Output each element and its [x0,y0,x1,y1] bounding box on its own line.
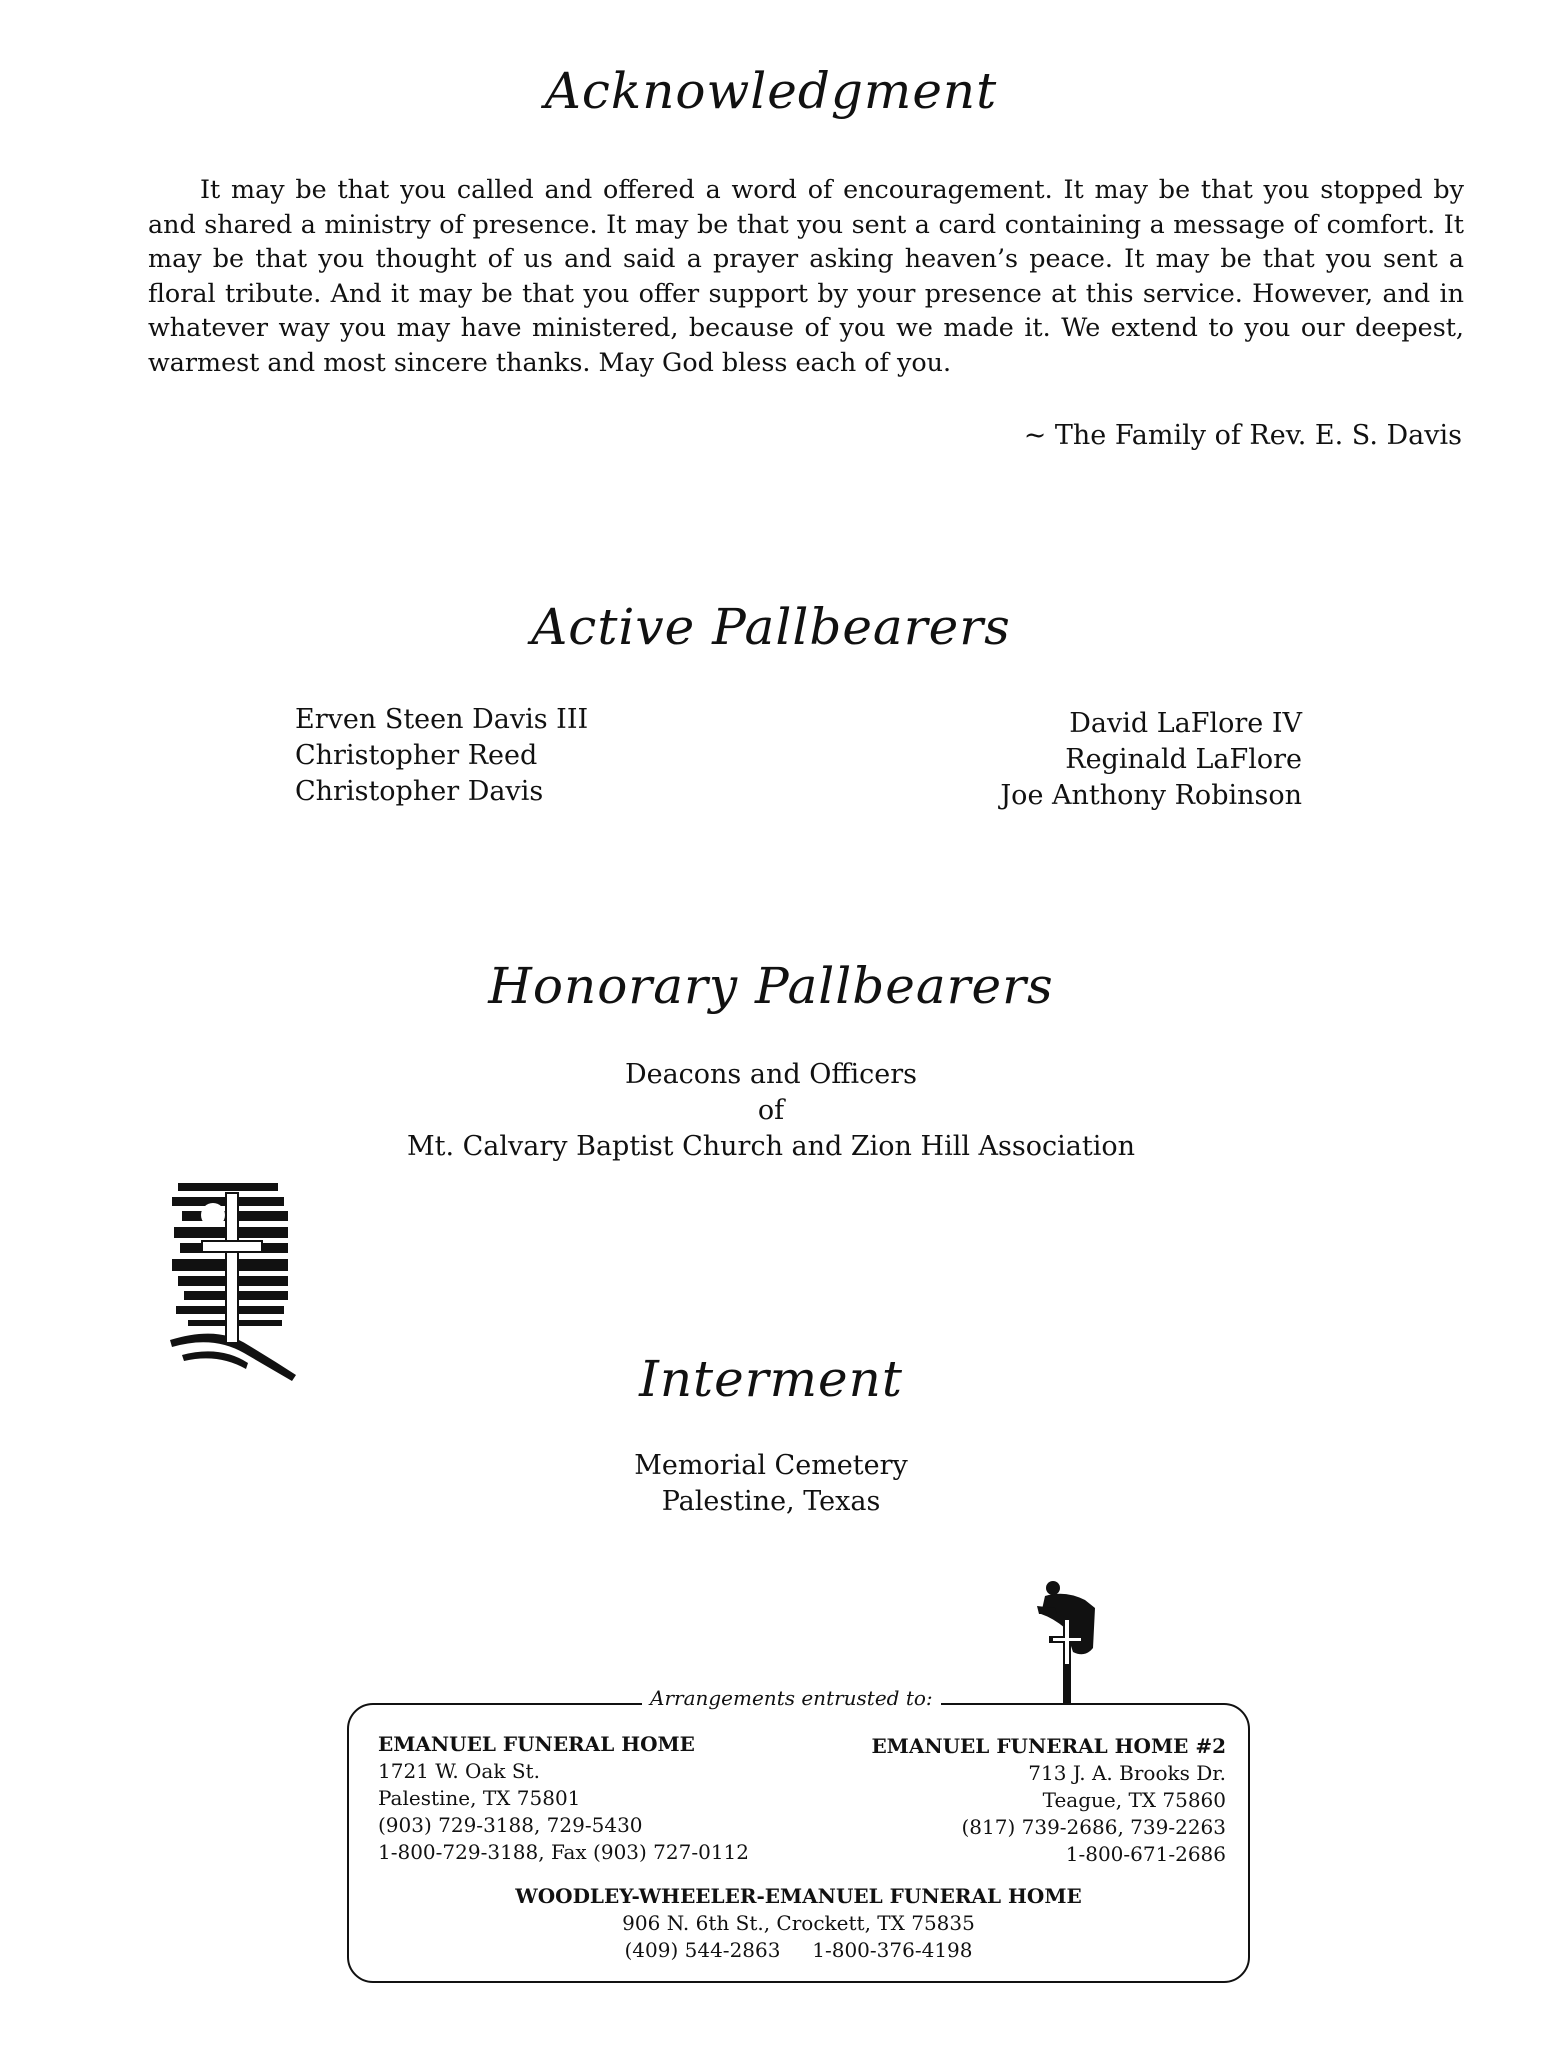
interment-line: Palestine, Texas [661,1486,881,1517]
honorary-line: Mt. Calvary Baptist Church and Zion Hill Association [406,1131,1136,1162]
acknowledgment-body: It may be that you called and offered a word of encouragement. It may be that you stopped by and shared a ministry of presence. It may be that you sent a card containing a message of comfort. It may be that you thought of us and said a prayer asking heaven’s peace. It may be that you sent a floral tribute. And it may be that you offer support by your presence at this service. However, and in whatever way you may have ministered, because of you we made it. We extend to you our deepest, warmest and most sincere thanks. May God bless each of you. [148,174,1464,377]
funeral-home-teague [871,1733,1226,1868]
active-pallbearers-right-list [1000,706,1302,814]
funeral-home-palestine [378,1731,749,1866]
interment-line: Memorial Cemetery [634,1450,908,1481]
acknowledgment-title: Acknowledgment [544,62,998,120]
funeral-home-line: 906 N. 6th St., Crockett, TX 75835 [622,1911,975,1935]
funeral-home-name: EMANUEL FUNERAL HOME [378,1732,695,1756]
funeral-home-line: 713 J. A. Brooks Dr. [1028,1761,1226,1785]
arrangements-label: Arrangements entrusted to: [642,1686,941,1710]
honorary-pallbearers-title: Honorary Pallbearers [488,957,1054,1015]
funeral-home-line: Palestine, TX 75801 [378,1786,581,1810]
acknowledgment-signature: ~ The Family of Rev. E. S. Davis [1023,420,1462,451]
pallbearer-name: David LaFlore IV [1069,708,1302,739]
pallbearer-name: Christopher Reed [295,740,538,771]
funeral-home-line: 1-800-729-3188, Fax (903) 727-0112 [378,1840,750,1864]
active-pallbearers-title: Active Pallbearers [531,598,1011,656]
honorary-line: Deacons and Officers [624,1059,918,1090]
honorary-pallbearers-text [0,1057,1542,1165]
interment-title: Interment [639,1350,903,1408]
pallbearer-name: Erven Steen Davis III [295,704,589,735]
funeral-home-line: 1-800-671-2686 [1065,1842,1226,1866]
funeral-home-name: EMANUEL FUNERAL HOME #2 [871,1734,1226,1758]
funeral-home-line: Teague, TX 75860 [1042,1788,1226,1812]
honorary-line: of [757,1095,785,1126]
funeral-home-crockett [347,1883,1250,1964]
kneeling-figure-cross-icon [1035,1578,1105,1706]
active-pallbearers-left-list [295,702,588,810]
pallbearer-name: Joe Anthony Robinson [1000,780,1302,811]
funeral-home-line: (409) 544-2863 1-800-376-4198 [624,1938,973,1962]
interment-text [0,1448,1542,1520]
pallbearer-name: Christopher Davis [295,776,544,807]
pallbearer-name: Reginald LaFlore [1065,744,1302,775]
funeral-home-line: (817) 739-2686, 739-2263 [961,1815,1226,1839]
funeral-home-line: 1721 W. Oak St. [378,1759,540,1783]
funeral-home-line: (903) 729-3188, 729-5430 [378,1813,643,1837]
funeral-home-name: WOODLEY-WHEELER-EMANUEL FUNERAL HOME [515,1884,1082,1908]
